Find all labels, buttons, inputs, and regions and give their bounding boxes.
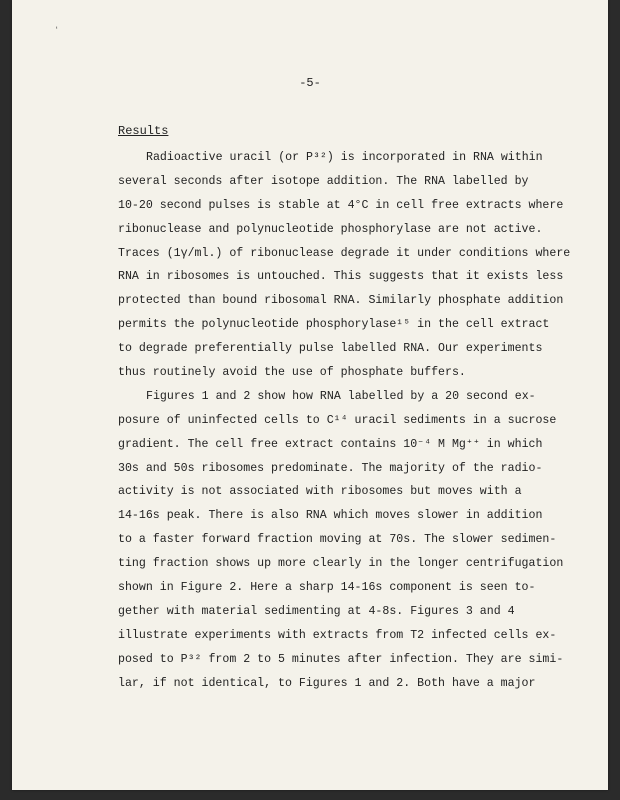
page-number: -5- — [299, 76, 321, 90]
text-line: lar, if not identical, to Figures 1 and 2. Both have a major — [118, 676, 536, 690]
text-line: 30s and 50s ribosomes predominate. The majority of the radio- — [118, 461, 543, 475]
text-line: Traces (1γ/ml.) of ribonuclease degrade it under conditions where — [118, 246, 571, 260]
text-line: gradient. The cell free extract contains 10⁻⁴ M Mg⁺⁺ in which — [118, 437, 543, 451]
text-line: to degrade preferentially pulse labelled RNA. Our experiments — [118, 342, 543, 356]
text-line: permits the polynucleotide phosphorylase¹⁵ in the cell extract — [118, 318, 550, 332]
text-line: 14-16s peak. There is also RNA which moves slower in addition — [118, 509, 543, 523]
text-line: several seconds after isotope addition. The RNA labelled by — [118, 174, 529, 188]
text-line: gether with material sedimenting at 4-8s. Figures 3 and 4 — [118, 604, 515, 618]
section-heading: Results — [118, 124, 169, 138]
text-line: ribonuclease and polynucleotide phosphorylase are not active. — [118, 222, 543, 236]
text-line: posed to P³² from 2 to 5 minutes after infection. They are simi- — [118, 652, 564, 666]
text-line: illustrate experiments with extracts from T2 infected cells ex- — [118, 628, 557, 642]
body-text — [118, 146, 571, 695]
text-line: ting fraction shows up more clearly in the longer centrifugation — [118, 557, 564, 571]
text-line: Figures 1 and 2 show how RNA labelled by a 20 second ex- — [146, 389, 536, 403]
text-line: RNA in ribosomes is untouched. This suggests that it exists less — [118, 270, 564, 284]
text-line: protected than bound ribosomal RNA. Similarly phosphate addition — [118, 294, 564, 308]
text-line: thus routinely avoid the use of phosphate buffers. — [118, 366, 466, 380]
paper-speck: ʻ — [54, 26, 60, 36]
document-page — [12, 0, 608, 790]
text-line: to a faster forward fraction moving at 70s. The slower sedimen- — [118, 533, 557, 547]
text-line: shown in Figure 2. Here a sharp 14-16s component is seen to- — [118, 581, 536, 595]
text-line: posure of uninfected cells to C¹⁴ uracil sediments in a sucrose — [118, 413, 557, 427]
text-line: 10-20 second pulses is stable at 4°C in cell free extracts where — [118, 198, 564, 212]
text-line: activity is not associated with ribosomes but moves with a — [118, 485, 522, 499]
text-line: Radioactive uracil (or P³²) is incorporated in RNA within — [146, 151, 543, 164]
